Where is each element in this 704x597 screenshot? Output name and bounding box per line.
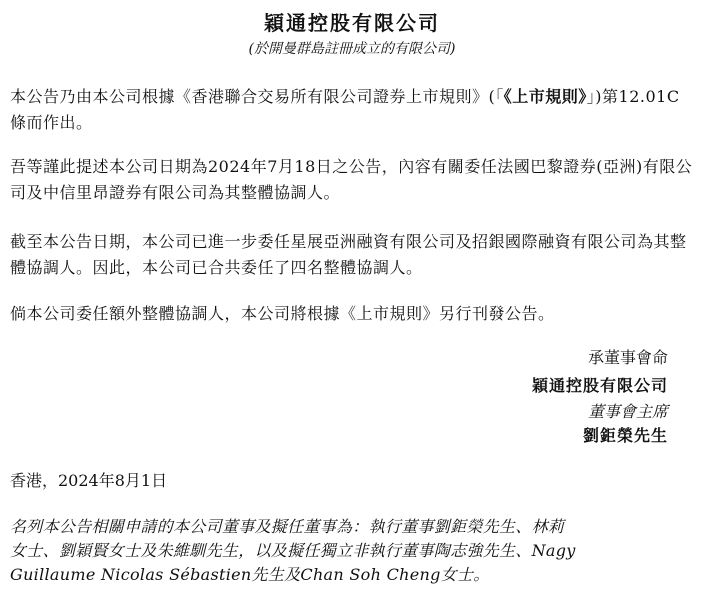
paragraph-further-appointment: 截至本公告日期，本公司已進一步委任星展亞洲融資有限公司及招銀國際融資有限公司為其整體協調人。因此，本公司已合共委任了四名整體協調人。 bbox=[10, 232, 687, 277]
signature-company: 穎通控股有限公司 bbox=[531, 376, 668, 395]
directors-note bbox=[10, 515, 700, 587]
company-title: 穎通控股有限公司 bbox=[264, 11, 440, 35]
paragraph-additional-appointment: 倘本公司委任額外整體協調人，本公司將根據《上市規則》另行刊發公告。 bbox=[10, 304, 555, 323]
directors-note-line-3: Guillaume Nicolas Sébastien先生及Chan Soh Cheng女士。 bbox=[10, 565, 490, 584]
paragraph-listing-rules-part-1: 本公告乃由本公司根據《香港聯合交易所有限公司證券上市規則》(「 bbox=[10, 87, 504, 106]
directors-note-line-1: 名列本公告相關申請的本公司董事及擬任董事為：執行董事劉鉅榮先生、林莉 bbox=[10, 517, 565, 536]
signature-role: 董事會主席 bbox=[587, 402, 668, 421]
listing-rules-term: 《上市規則》 bbox=[503, 87, 587, 106]
signature-name: 劉鉅榮先生 bbox=[582, 426, 668, 445]
incorporation-note: (於開曼群島註冊成立的有限公司) bbox=[248, 41, 456, 57]
paragraph-listing-rules-part-2: 」)第12.01C條而作出。 bbox=[10, 87, 680, 132]
directors-note-line-2: 女士、劉穎賢女士及朱維馴先生，以及擬任獨立非執行董事陶志強先生、Nagy bbox=[10, 541, 576, 560]
signature-by-order: 承董事會命 bbox=[587, 348, 668, 367]
paragraph-previous-announcement: 吾等謹此提述本公司日期為2024年7月18日之公告，內容有關委任法國巴黎證券(亞洲)有限公司及中信里昂證券有限公司為其整體協調人。 bbox=[10, 157, 693, 202]
place-and-date: 香港，2024年8月1日 bbox=[10, 471, 168, 490]
paragraph-listing-rules bbox=[10, 84, 696, 136]
